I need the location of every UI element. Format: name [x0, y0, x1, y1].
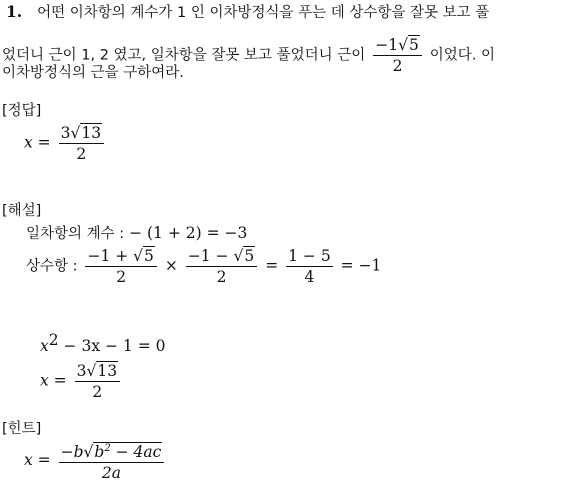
- equation-variable: x: [40, 337, 49, 355]
- equals-sign: =: [265, 256, 279, 275]
- explanation-fraction-3: [286, 247, 333, 286]
- answer-label-text: [정답]: [2, 103, 42, 119]
- hint-radicand-b: b: [94, 443, 105, 461]
- hint-label-text: [힌트]: [2, 421, 42, 437]
- root-den: 2: [92, 383, 103, 401]
- answer-lhs: x =: [24, 133, 51, 152]
- fraction-2-den: 2: [216, 268, 227, 286]
- root-num-coef: 3: [76, 362, 87, 380]
- hint-den: 2a: [101, 464, 122, 482]
- explanation-line-2-text: 상수항 :: [26, 258, 78, 275]
- explanation-label-text: [해설]: [2, 203, 42, 219]
- explanation-line-1-text: 일차항의 계수 :: [26, 226, 125, 242]
- answer-fraction: $\frac{3√13}{2}$: [59, 124, 105, 163]
- equation-rest: − 3x − 1 = 0: [58, 337, 166, 355]
- hint-lhs: x =: [24, 451, 51, 469]
- problem-root-fraction: $\frac{-1√5}{2}$: [373, 36, 422, 75]
- fraction-3-num: 1 − 5: [288, 247, 331, 265]
- answer-formula: [24, 124, 107, 163]
- answer-den: 2: [76, 145, 87, 163]
- fraction-3-den: 4: [304, 268, 315, 286]
- fraction-1-num-pre: −1 +: [87, 247, 134, 265]
- hint-radicand-exp: 2: [104, 443, 111, 454]
- problem-line-1: [6, 2, 489, 23]
- explanation-line-1-math: − (1 + 2) = −3: [129, 224, 248, 242]
- problem-frac-num-radicand: 5: [408, 36, 419, 54]
- problem-line-3: [2, 62, 184, 83]
- problem-text-line-1: 어떤 이차항의 계수가 1 인 이차방정식을 푸는 데 상수항을 잘못 보고 풀: [37, 5, 490, 21]
- hint-num-pre: −b: [60, 443, 84, 461]
- hint-formula: [24, 440, 167, 482]
- explanation-line-2-tail: = −1: [340, 256, 382, 275]
- fraction-2-radicand: 5: [244, 247, 255, 265]
- hint-radicand-tail: − 4ac: [110, 443, 162, 461]
- fraction-1-den: 2: [116, 268, 127, 286]
- explanation-label: [2, 200, 41, 221]
- root-lhs: x =: [40, 371, 67, 390]
- explanation-line-1: [26, 223, 247, 244]
- root-fraction: $\frac{3√13}{2}$: [75, 362, 121, 401]
- problem-frac-num-pre: −1: [375, 36, 399, 54]
- fraction-2-num-pre: −1 −: [187, 247, 234, 265]
- hint-label: [2, 418, 41, 439]
- problem-text-line-2b: 이었다. 이: [429, 47, 496, 64]
- explanation-line-2: [26, 247, 381, 286]
- problem-text-line-3: 이차방정식의 근을 구하여라.: [2, 65, 184, 81]
- answer-label: [2, 100, 41, 121]
- explanation-root: [40, 362, 123, 401]
- explanation-fraction-1: $\frac{-1 + √5}{2}$: [85, 247, 156, 286]
- problem-number: 1.: [6, 2, 23, 21]
- problem-text-line-2a: 었더니 근이 1, 2 였고, 일차항을 잘못 보고 풀었더니 근이: [2, 47, 366, 64]
- answer-num-radicand: 13: [81, 124, 102, 142]
- explanation-fraction-2: $\frac{-1 - √5}{2}$: [186, 247, 257, 286]
- answer-num-coef: 3: [60, 124, 71, 142]
- problem-frac-den: 2: [392, 57, 403, 75]
- root-num-radicand: 13: [97, 362, 118, 380]
- fraction-1-radicand: 5: [144, 247, 154, 265]
- equation-exponent: 2: [48, 331, 59, 349]
- explanation-equation: [40, 330, 165, 356]
- hint-fraction: $\frac{-b√b^2 - 4ac}{2a}$: [59, 440, 165, 482]
- times-sign: ×: [164, 256, 178, 275]
